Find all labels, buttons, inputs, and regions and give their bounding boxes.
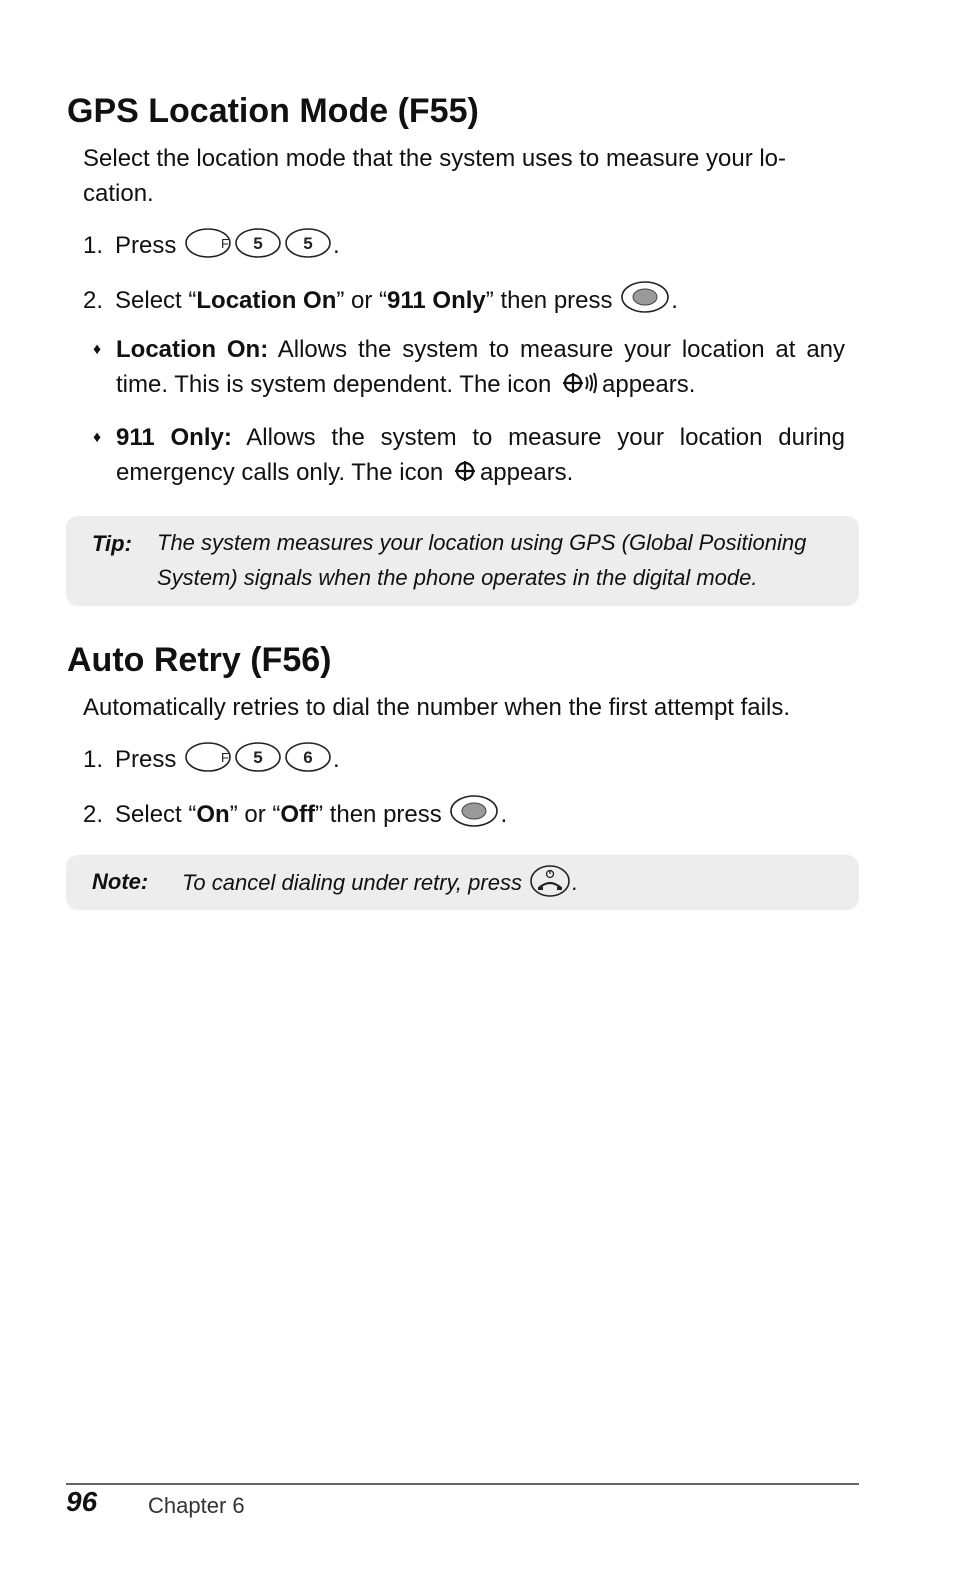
tip-label: Tip: [92,531,132,556]
step-text: Press [115,232,177,259]
bullet-text: Allows the system to measure your location at any time. This is system dependent. The icon [116,336,846,398]
step-mid: ” or “ [336,287,388,314]
auto-retry-intro: Automatically retries to dial the number when the first attempt fails. [83,694,790,721]
step-end: . [671,287,678,314]
location-on-icon [562,369,598,404]
digit-key-5 [234,741,282,773]
svg-text:F: F [221,236,229,251]
step-number: 2. [83,287,104,314]
gps-intro: Select the location mode that the system uses to measure your lo-cation. [83,145,787,207]
step-end: . [500,801,508,828]
step-mid: ” or “ [229,801,281,828]
option-on: On [196,801,230,828]
bullet-text: Allows the system to measure your location during emergency calls only. The icon [116,424,845,486]
tip-box [66,516,859,606]
bullet-location-on [93,332,845,404]
bullet-term: 911 Only: [116,424,232,451]
ok-key-icon [620,280,670,314]
bullet-911-only [93,420,845,492]
bullet-text-after: appears. [479,459,574,486]
digit-key-5 [234,227,282,259]
auto-retry-step-2 [83,794,507,832]
note-text-body: To cancel dialing under retry, press [182,870,522,895]
function-key-icon [184,741,232,773]
key-label: 5 [253,234,263,253]
ok-key-icon [449,794,499,828]
note-box [66,855,859,910]
end-call-key-icon [529,864,571,898]
chapter-label: Chapter 6 [148,1493,245,1518]
step-end: . [333,232,340,259]
step-text: Press [115,746,177,773]
option-911-only: 911 Only [387,287,486,314]
tip-text: The system measures your location using GPS (Global Positioning System) signals when the phone operates in the digital mode. [157,530,807,590]
function-key-icon [184,227,232,259]
diamond-bullet-icon: ♦ [93,341,102,358]
step-post: ” then press [315,801,442,828]
step-pre: Select “ [115,287,197,314]
gps-step-2 [83,280,678,318]
page-number: 96 [66,1486,98,1517]
step-number: 1. [83,746,104,773]
step-end: . [333,746,340,773]
section-title-gps: GPS Location Mode (F55) [67,92,479,130]
step-number: 2. [83,801,104,828]
svg-text:F: F [221,750,229,765]
footer-divider [66,1483,859,1485]
key-label: 5 [253,748,263,767]
bullet-text-after: appears. [602,371,696,398]
key-label: 5 [303,234,313,253]
gps-step-1 [83,227,340,263]
digit-key-6 [284,741,332,773]
auto-retry-step-1 [83,741,340,777]
option-off: Off [280,801,316,828]
diamond-bullet-icon: ♦ [93,429,102,446]
note-end: . [572,870,579,895]
option-location-on: Location On [196,287,337,314]
step-pre: Select “ [115,801,197,828]
section-title-auto-retry: Auto Retry (F56) [67,641,332,679]
note-text [182,864,578,900]
step-number: 1. [83,232,104,259]
key-label: 6 [303,748,313,767]
digit-key-5 [284,227,332,259]
bullet-term: Location On: [116,336,269,363]
step-post: ” then press [485,287,613,314]
note-label: Note: [92,869,149,894]
location-911-icon [454,457,476,492]
